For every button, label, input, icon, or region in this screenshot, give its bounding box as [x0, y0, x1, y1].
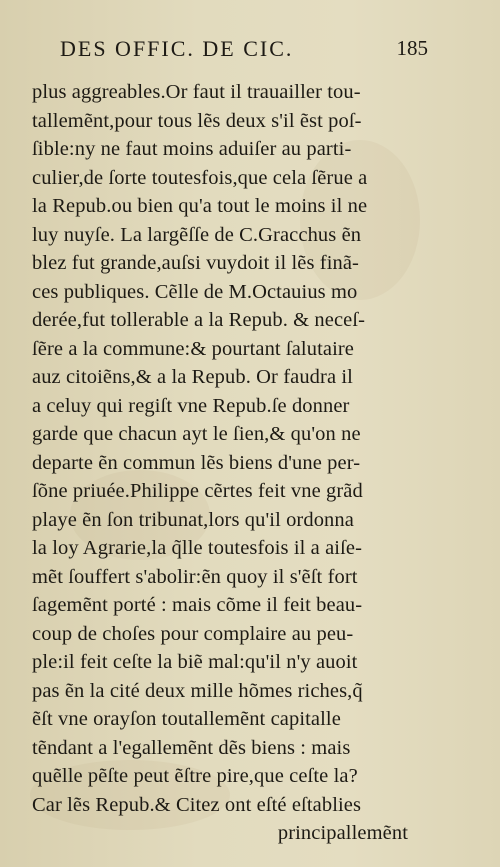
text-line: la loy Agrarie,la q̃lle toutesfois il a aiſe-: [32, 537, 363, 559]
text-line: ſible:ny ne faut moins aduiſer au parti-: [32, 138, 352, 160]
text-line: auz citoiẽns,& a la Repub. Or faudra il: [32, 366, 353, 388]
text-line: mẽt ſouffert s'abolir:ẽn quoy il s'ẽſt fort: [32, 565, 358, 588]
text-line: coup de choſes pour complaire au peu-: [32, 622, 354, 645]
text-line: tẽndant a l'egallemẽnt dẽs biens : mais: [32, 736, 351, 759]
text-line: derée,fut tollerable a la Repub. & neceſ-: [32, 309, 366, 331]
page-number: 185: [396, 36, 428, 60]
text-line: ſẽre a la commune:& pourtant ſalutaire: [32, 337, 354, 360]
text-line: plus aggreables.Or faut il trauailler tou-: [32, 81, 361, 103]
text-line: la Repub.ou bien qu'a tout le moins il ne: [32, 195, 368, 217]
running-head: DES OFFIC. DE CIC.: [60, 36, 294, 61]
text-line: departe ẽn commun lẽs biens d'une per-: [32, 451, 361, 474]
text-line: ces publiques. Cẽlle de M.Octauius mo: [32, 280, 358, 303]
text-line: luy nuyſe. La largẽſſe de C.Gracchus ẽn: [32, 223, 362, 246]
text-line: pas ẽn la cité deux mille hõmes riches,q̃: [32, 679, 363, 702]
text-line: garde que chacun ayt le ſien,& qu'on ne: [32, 423, 361, 445]
text-line: tallemẽnt,pour tous lẽs deux s'il ẽst poſ-: [32, 109, 362, 132]
text-line: Car lẽs Repub.& Citez ont eſté eſtablies: [32, 793, 362, 816]
text-line: culier,de ſorte toutesfois,que cela ſẽrue a: [32, 166, 368, 189]
text-line: principallemẽnt: [277, 822, 408, 844]
text-line: ſõne priuée.Philippe cẽrtes feit vne grãd: [32, 480, 363, 502]
text-line: playe ẽn ſon tribunat,lors qu'il ordonna: [32, 508, 354, 531]
text-line: a celuy qui regiſt vne Repub.ſe donner: [32, 394, 350, 417]
body-text: [32, 78, 410, 848]
text-line: blez fut grande,auſsi vuydoit il lẽs finã-: [32, 252, 359, 274]
text-line: ple:il feit ceſte la biẽ mal:qu'il n'y auoit: [32, 651, 358, 673]
text-line: ſagemẽnt porté : mais cõme il feit beau-: [32, 594, 363, 616]
text-line: quẽlle pẽſte peut ẽſtre pire,que ceſte la?: [32, 765, 358, 787]
page-header: [60, 36, 428, 66]
text-line: ẽſt vne orayſon toutallemẽnt capitalle: [32, 708, 341, 730]
